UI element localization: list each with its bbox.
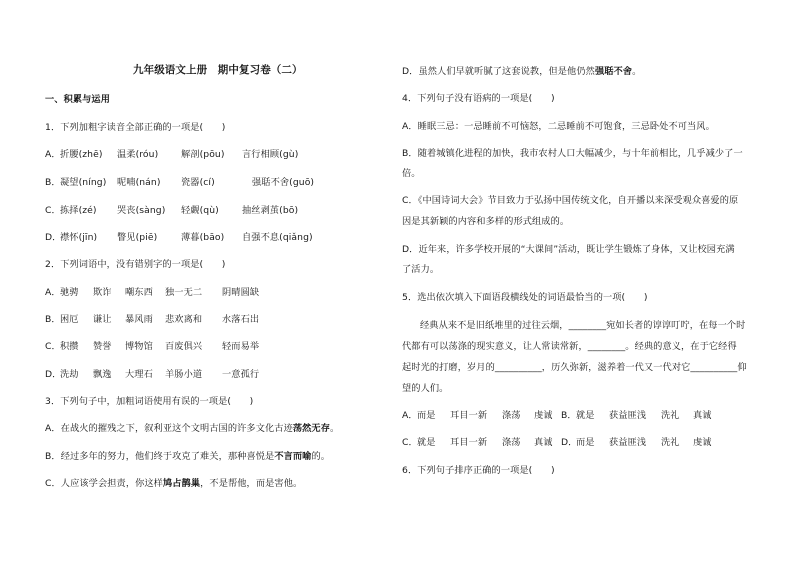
q5-passage-line3: 起时光的打磨，岁月的__________，历久弥新，滋养着一代又一代对它__________仰: [402, 362, 747, 373]
q3-option-b: B．经过多年的努力，他们终于攻克了难关，那种喜悦是不言而喻的。: [45, 451, 331, 462]
q2-stem: 2．下列词语中，没有错别字的一项是( ): [45, 259, 226, 270]
q5-stem: 5．选出依次填入下面语段横线处的词语最恰当的一项( ): [402, 292, 648, 303]
page-title: 九年级语文上册 期中复习卷（二）: [133, 64, 303, 76]
q5-passage-line2: 代都有可以荡涤的现实意义，让人常读常新，________。经典的意义，在于它经得: [402, 341, 737, 352]
q3-stem: 3．下列句子中，加粗词语使用有误的一项是( ): [45, 396, 254, 407]
q4-option-a: A．睡眠三忌：一忌睡前不可恼怒，二忌睡前不可饱食，三忌卧处不可当风。: [402, 121, 715, 132]
q2-option-b: B．困厄 谦让 暴风雨 悲欢离和 水落石出: [45, 314, 260, 325]
q4-option-b-line2: 倍。: [402, 168, 421, 179]
q4-option-c-line1: C．《中国诗词大会》节目致力于弘扬中国传统文化，自开播以来深受观众喜爱的原: [402, 195, 739, 206]
q6-stem: 6．下列句子排序正确的一项是( ): [402, 465, 555, 476]
q4-option-b-line1: B．随着城镇化进程的加快，我市农村人口大幅减少，与十年前相比，几乎减少了一: [402, 148, 743, 159]
q1-stem: 1．下列加粗字读音全部正确的一项是( ): [45, 122, 226, 133]
q2-option-a: A．驰骋 欺诈 嘲东西 独一无二 阴晴圆缺: [45, 287, 260, 298]
q1-option-a: A．折腰(zhē) 温柔(róu) 解剖(pōu) 言行相顾(gù): [45, 149, 299, 160]
q3-option-c: C．人应该学会担责，你这样鸠占鹊巢，不是帮他，而是害他。: [45, 478, 303, 489]
q4-option-d-line1: D．近年来，许多学校开展的“大课间”活动，既让学生锻炼了身体，又让校园充满: [402, 244, 735, 255]
q4-option-c-line2: 因是其新颖的内容和多样的形式组成的。: [402, 216, 570, 227]
q5-passage-line4: 望的人们。: [402, 383, 449, 394]
q5-options-ab: A．而是 耳目一新 涤荡 虔诚 B．就是 获益匪浅 洗礼 真诚: [402, 410, 712, 421]
section-heading: 一、积累与运用: [45, 94, 111, 105]
q4-option-d-line2: 了活力。: [402, 264, 440, 275]
q3-option-a: A．在战火的摧残之下，叙利亚这个文明古国的许多文化古迹荡然无存。: [45, 423, 340, 434]
q4-stem: 4．下列句子没有语病的一项是( ): [402, 93, 555, 104]
q1-option-c: C．拣择(zé) 哭丧(sàng) 轻觑(qù) 抽丝剥茧(bō): [45, 205, 299, 216]
q3-option-d: D．虽然人们早就听腻了这套说教，但是他仍然强聒不舍。: [402, 66, 642, 77]
q2-option-c: C．积攒 赞誉 博物馆 百废俱兴 轻而易举: [45, 341, 260, 352]
q5-options-cd: C．就是 耳目一新 涤荡 真诚 D．而是 获益匪浅 洗礼 虔诚: [402, 437, 712, 448]
q1-option-b: B．凝望(níng) 呢喃(nán) 瓷器(cí) 强聒不舍(guō): [45, 177, 315, 188]
q5-passage-line1: 经典从来不是旧纸堆里的过往云烟，________宛如长者的谆谆叮咛，在每一个时: [420, 320, 746, 331]
q2-option-d: D．洗劫 飘逸 大理石 羊肠小道 一意孤行: [45, 369, 260, 380]
q1-option-d: D．襟怀(jīn) 瞥见(piē) 薄暮(bāo) 自强不息(qiǎng): [45, 232, 313, 243]
